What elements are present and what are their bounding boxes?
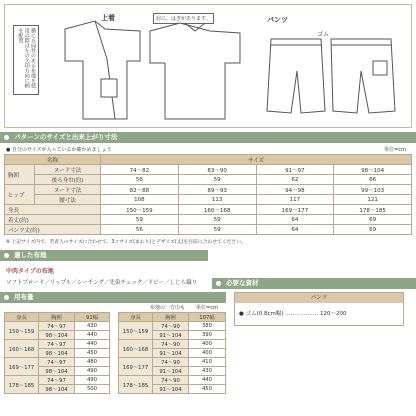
bullet-icon xyxy=(216,281,221,286)
fabric-list: ソフトブロード／リップル／シーチング／先染チェック／ドビー／しじら織り xyxy=(6,280,198,286)
jinbei-top-drawing xyxy=(45,19,245,129)
bullet-icon xyxy=(4,135,9,140)
illustration-panel xyxy=(4,4,412,128)
bullet-icon xyxy=(4,253,9,258)
fabric-heading: 適した布地 xyxy=(0,250,208,261)
table-row: 150〜159 74〜90 380 xyxy=(119,322,226,331)
table-row: 98〜104 490 xyxy=(5,367,110,376)
table-row: 150〜159 74〜97 430 xyxy=(5,322,110,331)
table-row: 169〜177 74〜90 410 xyxy=(119,358,226,367)
notions-heading: 必要な資材 xyxy=(212,278,416,289)
pants-label: パンツ xyxy=(267,16,288,24)
fabric-width-note: 布地の一方巾も xyxy=(150,305,186,311)
table-row: 91〜104 390 xyxy=(119,331,226,340)
table-row: 178〜185 74〜97 490 xyxy=(5,376,110,385)
bullet-icon xyxy=(4,295,9,300)
elastic-label: ゴム xyxy=(317,31,330,38)
table-row: 91〜104 400 xyxy=(119,349,226,358)
fabric-type-title: 中肉タイプの布地 xyxy=(6,268,54,275)
size-check-note: ● 自分のサイズが入っているか確かめましょう xyxy=(6,147,112,153)
pattern-size-heading: パターンのサイズと出来上がり寸法 xyxy=(0,132,416,143)
size-header: サイズ xyxy=(101,155,412,165)
yardage-table-91: 身長 胸囲 91幅 150〜159 74〜97 430 98〜104 440 160〜168 74〜97 440 98〜104 450 169〜177 74〜97 480 98〜104 490 178〜185 74〜97 490 98〜104 500 xyxy=(4,312,110,394)
table-row: 160〜168 74〜97 440 xyxy=(5,340,110,349)
yardage-heading: 用布量 xyxy=(0,292,226,303)
size-footnote: ※ 上記サイズ内で、若者人のサイズに合わせて、3コサイズ(まわり)とデザイズ(丈)を目前に合わせてください。 xyxy=(6,240,246,245)
size-unit: 単位=cm xyxy=(384,147,406,153)
table-row: 腰寸法 108 113 117 121 xyxy=(5,195,412,205)
table-row: 160〜168 74〜90 400 xyxy=(119,340,226,349)
shoulder-note: 肩に、はぎがあります。 xyxy=(153,13,214,24)
notions-box xyxy=(234,292,404,326)
fabric-direction-note: 横に方向性のある布地を使用の際は左の矢印方向に柄を配置 xyxy=(13,25,39,95)
yardage-unit: 単位=cm xyxy=(196,305,218,311)
name-header: 名称 xyxy=(5,155,101,165)
table-row: 身長 150〜159 160〜168 169〜177 178〜185 xyxy=(5,205,412,215)
table-row: 169〜177 74〜97 480 xyxy=(5,358,110,367)
pants-drawing xyxy=(261,31,401,121)
table-row: 後ろ身巾(約) 56 59 62 66 xyxy=(5,175,412,185)
table-row: 98〜104 500 xyxy=(5,385,110,394)
top-garment-label: 上着 xyxy=(101,14,115,22)
table-row: 98〜104 450 xyxy=(5,349,110,358)
table-row: パンツ丈(約) 56 59 64 69 xyxy=(5,225,412,235)
yardage-table-107: 身長 胸囲 107幅 150〜159 74〜90 380 91〜104 390 160〜168 74〜90 400 91〜104 400 169〜177 74〜90 410 91〜104 430 178〜185 74〜90 440 91〜104 450 xyxy=(118,312,226,394)
notions-box-header: パンツ xyxy=(235,293,403,303)
table-row: 着丈(約) 59 59 64 69 xyxy=(5,215,412,225)
elastic-item: ● ゴム(0.8cm幅) ……………… 120〜200 xyxy=(239,311,347,317)
size-table xyxy=(4,154,412,235)
table-row: ヒップ ヌード寸法 82〜88 89〜93 94〜98 99〜103 xyxy=(5,185,412,195)
table-row: 91〜104 430 xyxy=(119,367,226,376)
table-row: 胸囲 ヌード寸法 74〜82 83〜90 91〜97 98〜104 xyxy=(5,165,412,175)
table-row: 178〜185 74〜90 440 xyxy=(119,376,226,385)
table-row: 91〜104 450 xyxy=(119,385,226,394)
table-row: 98〜104 440 xyxy=(5,331,110,340)
